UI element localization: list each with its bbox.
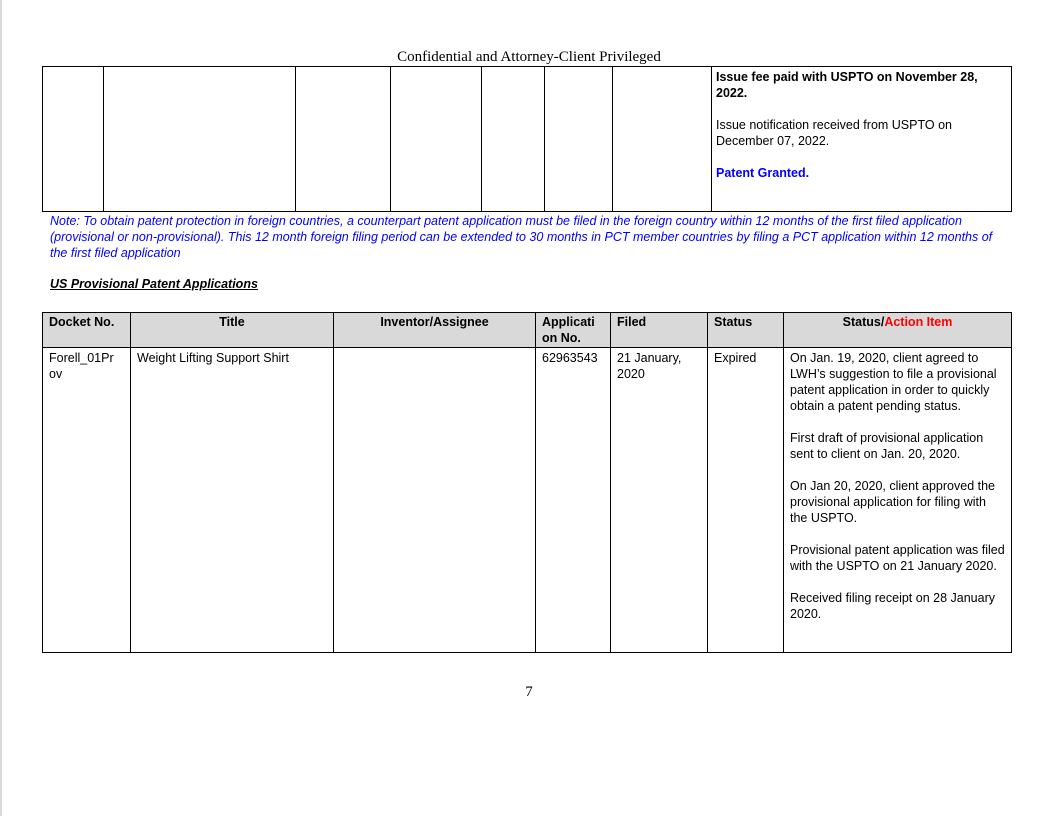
- header-filed: Filed: [611, 313, 708, 348]
- empty-cell: [482, 67, 545, 212]
- table-row: [43, 348, 1012, 653]
- header-status-label: Status/: [842, 315, 885, 329]
- foreign-filing-note: Note: To obtain patent protection in foreign countries, a counterpart patent application must be filed in the foreign country within 12 months of the first filed application (provisional or non-provisional). This 12 month foreign filing period can be extended to 30 months in PCT member countries by filing a PCT application within 12 months of the first filed application: [50, 214, 993, 260]
- status-note: Provisional patent application was filed with the USPTO on 21 January 2020.: [790, 543, 1005, 573]
- header-title: Title: [131, 313, 334, 348]
- section-title: US Provisional Patent Applications: [50, 277, 258, 291]
- status-note: First draft of provisional application sent to client on Jan. 20, 2020.: [790, 431, 984, 461]
- empty-cell: [43, 67, 104, 212]
- issue-fee-text: Issue fee paid with USPTO on November 28, 2022.: [716, 70, 978, 100]
- page-number: 7: [525, 684, 533, 700]
- status-note: Received filing receipt on 28 January 2020.: [790, 591, 995, 621]
- empty-cell: [545, 67, 613, 212]
- status-action-cell: [784, 348, 1012, 653]
- provisional-applications-table: [42, 312, 1012, 653]
- title-cell: Weight Lifting Support Shirt: [131, 348, 334, 653]
- confidential-header: Confidential and Attorney-Client Privileged: [397, 49, 661, 65]
- application-no-cell: 62963543: [536, 348, 611, 653]
- patent-granted-text: Patent Granted.: [716, 166, 810, 180]
- status-cell: [712, 67, 1012, 212]
- status-note: On Jan 20, 2020, client approved the provisional application for filing with the USPTO.: [790, 479, 996, 525]
- status-cell: Expired: [708, 348, 784, 653]
- empty-cell: [391, 67, 482, 212]
- docket-cell: Forell_01Pr ov: [43, 348, 131, 653]
- status-note: On Jan. 19, 2020, client agreed to LWH’s suggestion to file a provisional patent application in order to quickly obtain a patent pending status.: [790, 351, 997, 413]
- inventor-cell: [334, 348, 536, 653]
- table-header-row: [43, 313, 1012, 348]
- empty-cell: [104, 67, 296, 212]
- header-action-item-label: Action Item: [884, 315, 953, 329]
- header-status-action: [784, 313, 1012, 348]
- empty-cell: [613, 67, 712, 212]
- issue-notification-text: Issue notification received from USPTO on December 07, 2022.: [716, 118, 952, 148]
- header-application-no: Applicati on No.: [536, 313, 611, 348]
- previous-table-continuation: [42, 66, 1012, 212]
- empty-cell: [296, 67, 391, 212]
- header-inventor: Inventor/Assignee: [334, 313, 536, 348]
- filed-cell: 21 January, 2020: [611, 348, 708, 653]
- header-status: Status: [708, 313, 784, 348]
- table-row: [43, 67, 1012, 212]
- header-docket: Docket No.: [43, 313, 131, 348]
